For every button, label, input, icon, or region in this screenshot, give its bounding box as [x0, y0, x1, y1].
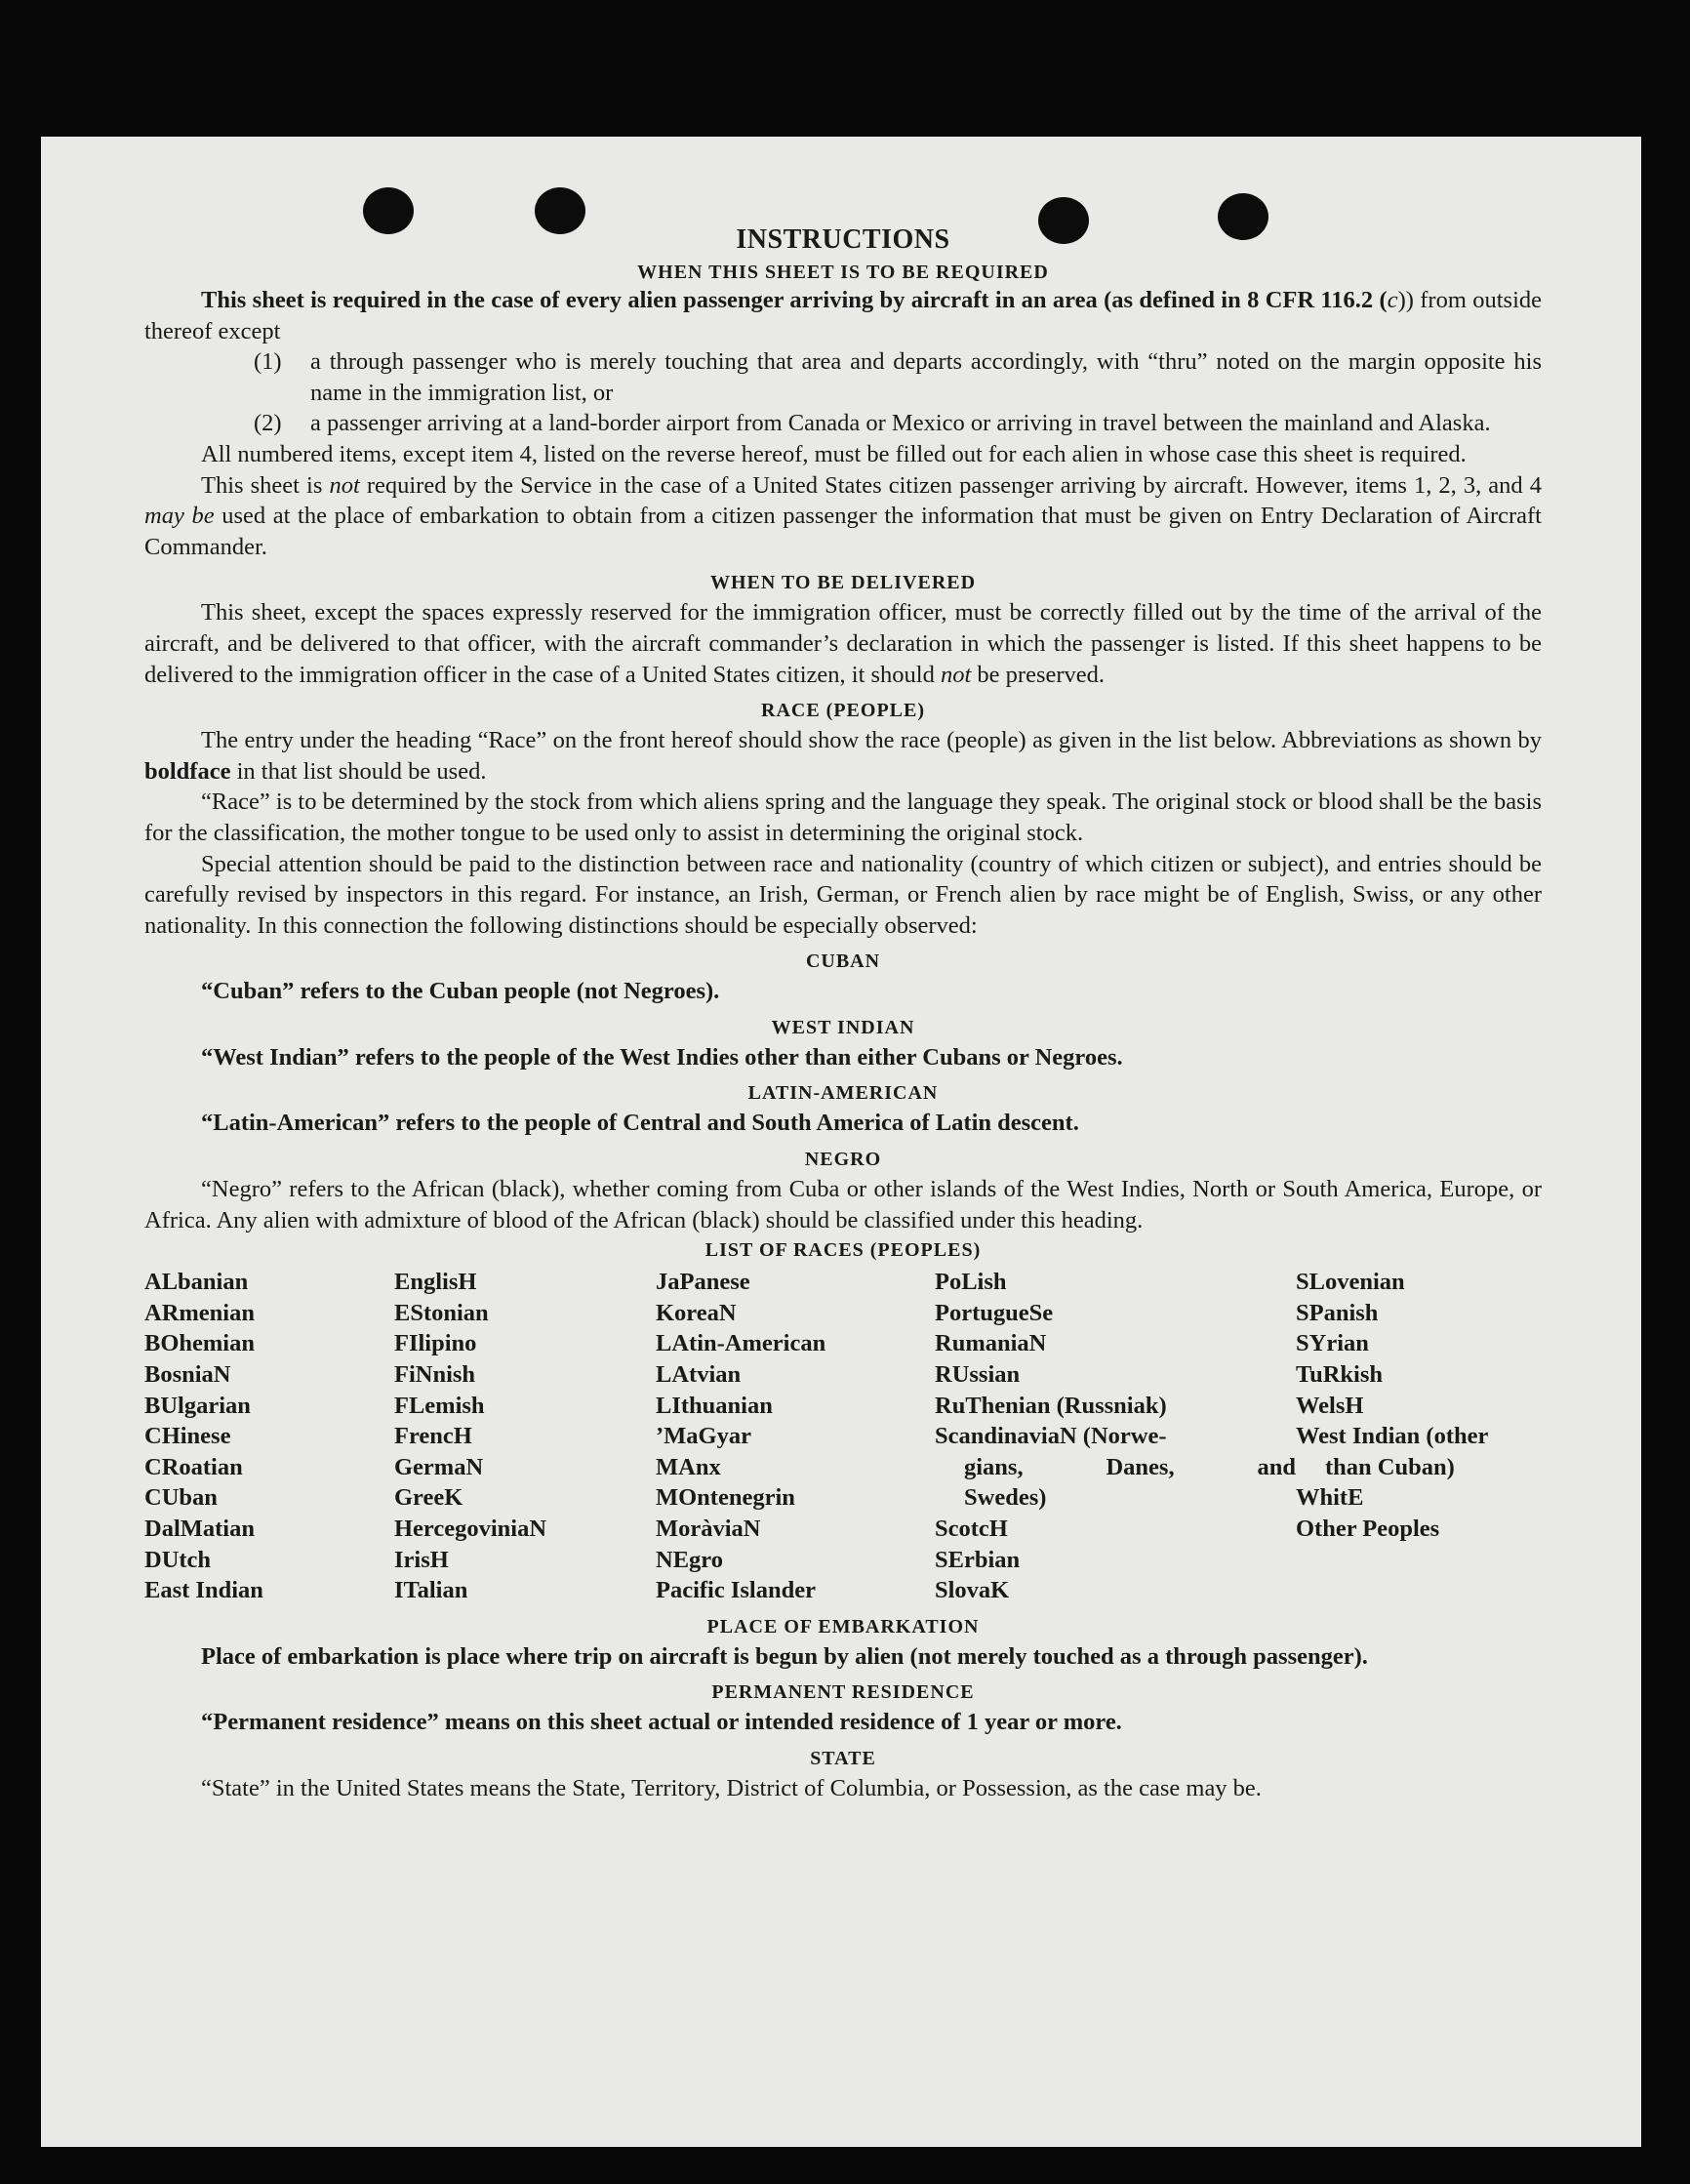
- paragraph-delivered: [144, 597, 1542, 690]
- race-entry: CRoatian: [144, 1453, 243, 1480]
- paragraph-citizen: [144, 470, 1542, 563]
- race-entry: Swedes): [964, 1484, 1047, 1512]
- race-entry: MoràviaN: [656, 1516, 761, 1542]
- paragraph-state: “State” in the United States means the State, Territory, District of Columbia, or Possession, as the case may be.: [201, 1774, 1262, 1801]
- paragraph-cuban: “Cuban” refers to the Cuban people (not Negroes).: [201, 978, 720, 1005]
- race-entry: EStonian: [394, 1299, 489, 1326]
- race-entry: ALbanian: [144, 1269, 249, 1296]
- race-entry: BUlgarian: [144, 1392, 251, 1419]
- race-entry: SlovaK: [935, 1577, 1010, 1604]
- race-entry: DUtch: [144, 1546, 212, 1573]
- race-entry: ’MaGyar: [656, 1423, 751, 1450]
- paragraph-citizen-text: This sheet is: [201, 471, 330, 499]
- race-entry: RumaniaN: [935, 1330, 1047, 1357]
- paragraph-citizen-text: used at the place of embarkation to obtain from a citizen passenger the information that must be given on Entry Declaration of Aircraft Commander.: [144, 503, 1542, 560]
- instructions-content: [144, 224, 1542, 1804]
- paragraph-required-italic: c: [1387, 287, 1398, 313]
- heading-state: STATE: [810, 1747, 876, 1769]
- race-entry: NEgro: [656, 1546, 723, 1573]
- heading-cuban: CUBAN: [805, 950, 881, 973]
- race-entry: ARmenian: [144, 1299, 255, 1326]
- paragraph-citizen-text: required by the Service in the case of a United States citizen passenger arriving by aircraft. However, items 1, 2, 3, and 4: [359, 471, 1543, 499]
- race-entry: MAnx: [656, 1453, 721, 1480]
- heading-latin-american: LATIN-AMERICAN: [747, 1082, 939, 1105]
- race-entry: PortugueSe: [935, 1299, 1054, 1326]
- race-entry: IrisH: [394, 1546, 449, 1573]
- race-entry: FLemish: [394, 1392, 485, 1419]
- race-entry: JaPanese: [656, 1269, 750, 1296]
- paragraph-delivered-italic: not: [940, 661, 972, 688]
- race-entry: ScandinaviaN (Norwe-: [935, 1423, 1167, 1450]
- paragraph-required-text-end: )) from outside thereof except: [144, 287, 1542, 344]
- race-entry: GreeK: [394, 1484, 463, 1512]
- paragraph-race-entry: [144, 725, 1542, 787]
- paragraph-race-nationality: Special attention should be paid to the distinction between race and nationality (country of which citizen or subject), and entries should be carefully revised by inspectors in this regard. For instance, an Irish, German, or French alien by race might be of English, Swiss, or any other nationality. In this connection the following distinctions should be especially observed:: [144, 850, 1542, 939]
- paragraph-latin-american: “Latin-American” refers to the people of Central and South America of Latin descent.: [201, 1110, 1079, 1137]
- race-entry: East Indian: [144, 1577, 263, 1604]
- race-entry: Pacific Islander: [656, 1577, 816, 1604]
- exception-item-2: [254, 408, 1542, 439]
- paragraph-embarkation: Place of embarkation is place where trip on aircraft is begun by alien (not merely touched as a through passenger).: [201, 1642, 1368, 1670]
- race-entry: BosniaN: [144, 1361, 231, 1389]
- race-list-column-5: [1296, 1267, 1542, 1606]
- paragraph-delivered-text: This sheet, except the spaces expressly reserved for the immigration officer, must be correctly filled out by the time of the arrival of the aircraft, and be delivered to that officer, with the aircraft commander’s declaration in which the passenger is listed. If this sheet happens to be delivered to the immigration officer in the case of a United States citizen, it should: [144, 599, 1542, 688]
- race-list-column-1: [144, 1267, 394, 1606]
- paragraph-delivered-text: be preserved.: [971, 661, 1106, 688]
- paragraph-race-text: in that list should be used.: [230, 757, 487, 785]
- paragraph-west-indian: “West Indian” refers to the people of the West Indies other than either Cubans or Negroes.: [201, 1043, 1123, 1071]
- race-entry: BOhemian: [144, 1330, 255, 1357]
- heading-west-indian: WEST INDIAN: [771, 1016, 915, 1038]
- race-entry: DalMatian: [144, 1516, 255, 1542]
- heading-when-required: WHEN THIS SHEET IS TO BE REQUIRED: [637, 262, 1049, 283]
- paragraph-race-text: The entry under the heading “Race” on the front hereof should show the race (people) as given in the list below. Abbreviations as shown by: [201, 727, 1542, 754]
- race-entry: LAtin-American: [656, 1330, 826, 1357]
- heading-list-of-races: LIST OF RACES (PEOPLES): [704, 1239, 982, 1262]
- heading-permanent-residence: PERMANENT RESIDENCE: [711, 1681, 975, 1704]
- paragraph-citizen-italic: may be: [144, 503, 215, 530]
- race-entry: Other Peoples: [1296, 1516, 1440, 1542]
- race-entry: KoreaN: [656, 1299, 737, 1326]
- race-entry: ScotcH: [935, 1516, 1008, 1542]
- race-entry: RuThenian (Russniak): [935, 1392, 1167, 1419]
- paragraph-negro: “Negro” refers to the African (black), whether coming from Cuba or other islands of the West Indies, North or South America, Europe, or Africa. Any alien with admixture of blood of the African (black) should be classified under this heading.: [144, 1176, 1542, 1234]
- paragraph-numbered-items: All numbered items, except item 4, listed on the reverse hereof, must be filled out for each alien in whose case this sheet is required.: [201, 440, 1467, 467]
- race-list: [144, 1267, 1542, 1606]
- race-entry: than Cuban): [1325, 1453, 1455, 1480]
- exception-text: a passenger arriving at a land-border airport from Canada or Mexico or arriving in travel between the mainland and Alaska.: [310, 410, 1491, 437]
- paragraph-residence: “Permanent residence” means on this sheet actual or intended residence of 1 year or more.: [201, 1709, 1122, 1736]
- exception-text: a through passenger who is merely touching that area and departs accordingly, with “thru” noted on the margin opposite his name in the immigration list, or: [310, 348, 1542, 406]
- race-list-column-3: [656, 1267, 935, 1606]
- page-title: INSTRUCTIONS: [736, 224, 950, 255]
- race-entry: WelsH: [1296, 1392, 1364, 1419]
- heading-when-delivered: WHEN TO BE DELIVERED: [709, 572, 977, 594]
- race-entry: GermaN: [394, 1453, 484, 1480]
- race-entry: SErbian: [935, 1546, 1021, 1573]
- paragraph-required: [144, 285, 1542, 346]
- race-entry: CUban: [144, 1484, 218, 1512]
- exception-number: (1): [254, 348, 282, 376]
- race-entry: CHinese: [144, 1423, 231, 1450]
- race-entry: EnglisH: [394, 1269, 477, 1296]
- heading-race: RACE (PEOPLE): [761, 700, 925, 722]
- race-entry: SPanish: [1296, 1299, 1379, 1326]
- exception-number: (2): [254, 410, 282, 437]
- race-entry: FrencH: [394, 1423, 472, 1450]
- race-entry: ITalian: [394, 1577, 468, 1604]
- race-list-column-2: [394, 1267, 656, 1606]
- race-list-column-4: [935, 1267, 1296, 1606]
- race-entry: RUssian: [935, 1361, 1021, 1389]
- paragraph-required-text: This sheet is required in the case of every alien passenger arriving by aircraft in an area (as defined in 8 CFR 116.2 (: [201, 287, 1388, 313]
- paragraph-race-stock: “Race” is to be determined by the stock from which aliens spring and the language they speak. The original stock or blood shall be the basis for the classification, the mother tongue to be used only to assist in determining the original stock.: [144, 789, 1542, 846]
- race-entry: LIthuanian: [656, 1392, 773, 1419]
- race-entry: WhitE: [1296, 1484, 1364, 1512]
- race-entry: HercegoviniaN: [394, 1516, 547, 1542]
- race-entry: LAtvian: [656, 1361, 742, 1389]
- race-entry: SYrian: [1296, 1330, 1369, 1357]
- paragraph-citizen-italic: not: [329, 471, 360, 499]
- exception-item-1: [254, 346, 1542, 408]
- race-entry: gians, Danes, and: [964, 1453, 1296, 1480]
- race-entry: TuRkish: [1296, 1361, 1384, 1389]
- paragraph-race-bold: boldface: [144, 757, 231, 785]
- race-entry: PoLish: [935, 1269, 1007, 1296]
- race-entry: FIlipino: [394, 1330, 477, 1357]
- race-entry: SLovenian: [1296, 1269, 1405, 1296]
- heading-place-of-embarkation: PLACE OF EMBARKATION: [706, 1615, 980, 1638]
- race-entry: West Indian (other: [1296, 1423, 1489, 1450]
- heading-negro: NEGRO: [804, 1149, 882, 1171]
- race-entry: MOntenegrin: [656, 1484, 795, 1512]
- race-entry: FiNnish: [394, 1361, 476, 1389]
